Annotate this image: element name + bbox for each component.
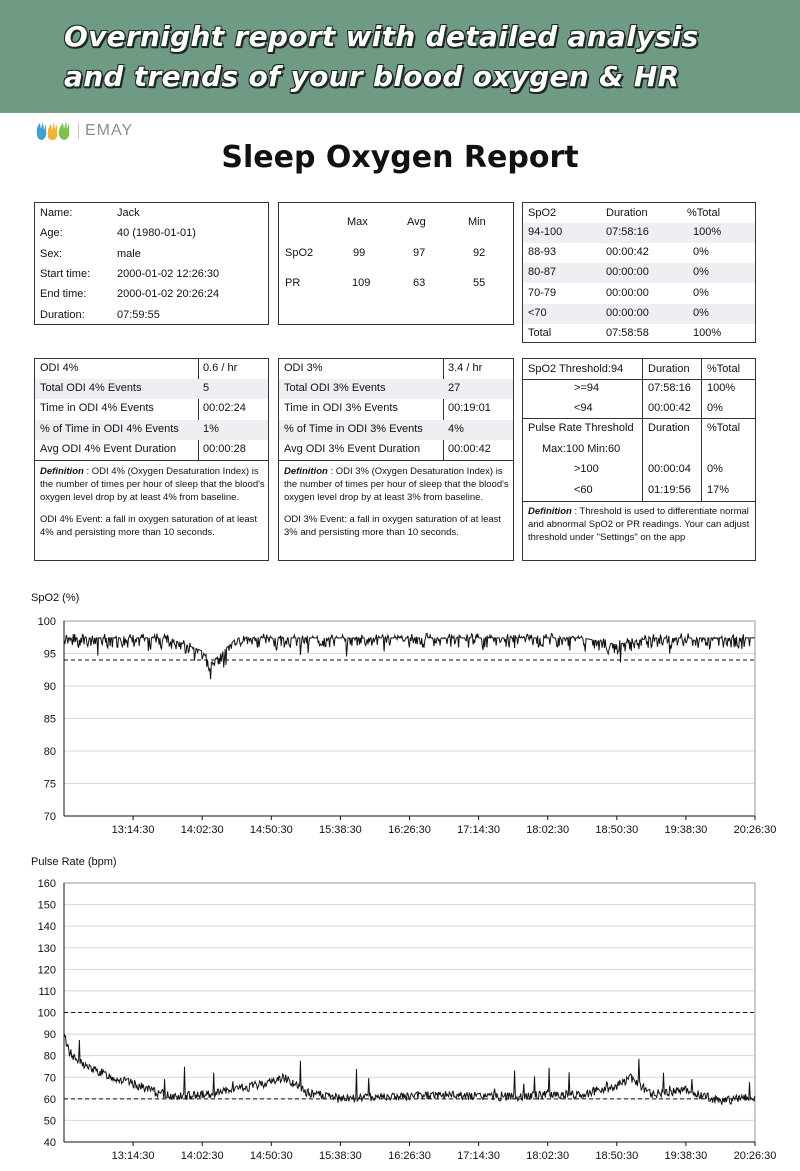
banner-line-2: and trends of your blood oxygen & HR [64, 60, 680, 93]
summary-pr-min: 55 [473, 277, 486, 289]
thr-pr-sub: Max:100 Min:60 [542, 443, 621, 455]
y-tick-label: 90 [43, 1029, 56, 1042]
patient-cell: 2000-01-02 20:26:24 [117, 288, 220, 301]
summary-spo2-max: 99 [353, 247, 366, 259]
x-tick-label: 18:50:30 [595, 1150, 639, 1162]
thr-spo2-row-high-total: 100% [707, 382, 736, 394]
odi3-cell: 00:00:42 [448, 442, 491, 455]
dist-cell: 88-93 [528, 246, 557, 259]
summary-pr-max: 109 [352, 277, 371, 289]
dist-cell: 07:58:58 [606, 327, 649, 339]
summary-spo2-label: SpO2 [285, 247, 314, 259]
odi4-def-text: : ODI 4% (Oxygen Desaturation Index) is the number of times per hour of sleep that the blood's oxygen level drop by at least 4% from baseline. [40, 466, 265, 503]
odi4-def-label: Definition [40, 466, 84, 477]
promo-banner [0, 0, 800, 113]
x-tick-label: 20:26:30 [733, 1150, 777, 1162]
patient-cell: 40 (1980-01-01) [117, 227, 196, 240]
y-tick-label: 120 [37, 964, 56, 977]
dist-header-cell: %Total [687, 207, 721, 219]
y-tick-label: 70 [43, 1072, 56, 1085]
odi4-cell: % of Time in ODI 4% Events [40, 422, 179, 435]
dist-cell: 00:00:00 [606, 286, 649, 299]
odi3-cell: Time in ODI 3% Events [284, 402, 398, 415]
y-tick-label: 130 [37, 942, 56, 955]
odi3-row [279, 379, 513, 399]
patient-cell: Start time: [40, 267, 91, 280]
x-tick-label: 13:14:30 [111, 1150, 155, 1162]
thr-spo2-row-low: <94 [574, 402, 593, 414]
x-tick-label: 17:14:30 [457, 1150, 501, 1162]
odi4-cell: 00:00:28 [203, 442, 246, 455]
threshold-def-label: Definition [528, 506, 572, 517]
odi4-cell: 5 [203, 382, 210, 395]
dist-row [523, 243, 755, 263]
odi3-def-label: Definition [284, 466, 328, 477]
odi3-box [278, 358, 514, 561]
thr-pr-header-total: %Total [707, 422, 741, 434]
brand-name: EMAY [85, 122, 134, 139]
patient-row [35, 224, 268, 244]
odi3-row [279, 440, 513, 460]
dist-cell: <70 [528, 306, 547, 319]
thr-spo2-header-duration: Duration [648, 363, 690, 375]
y-tick-label: 70 [43, 811, 56, 823]
odi3-row [279, 399, 513, 419]
y-tick-label: 75 [43, 778, 56, 791]
odi3-cell: 00:19:01 [448, 402, 491, 415]
odi3-cell: 3.4 / hr [448, 362, 483, 374]
y-tick-label: 160 [37, 878, 56, 890]
y-tick-label: 150 [37, 899, 56, 912]
y-tick-label: 50 [43, 1115, 56, 1128]
odi4-row [35, 420, 268, 440]
thr-spo2-row-low-duration: 00:00:42 [648, 402, 691, 414]
patient-info-box [34, 202, 269, 325]
threshold-definition [528, 505, 754, 544]
data-series-line [64, 634, 755, 680]
thr-spo2-header-total: %Total [707, 363, 741, 375]
x-tick-label: 16:26:30 [388, 824, 431, 836]
dist-row [523, 324, 755, 344]
y-tick-label: 60 [43, 1093, 56, 1106]
dist-cell: 00:00:00 [606, 306, 649, 319]
odi4-row [35, 440, 268, 460]
odi4-cell: Avg ODI 4% Event Duration [40, 442, 177, 455]
patient-row [35, 306, 268, 326]
thr-pr-row-low-total: 17% [707, 484, 730, 496]
dist-cell: 80-87 [528, 266, 557, 279]
dist-row [523, 223, 755, 243]
patient-cell: Jack [117, 207, 140, 219]
summary-box [278, 202, 514, 325]
hands-logo-icon [34, 120, 74, 142]
x-tick-label: 14:02:30 [180, 824, 224, 836]
odi4-definition [40, 465, 266, 504]
patient-cell: 07:59:55 [117, 308, 160, 321]
dist-cell: 0% [693, 306, 709, 319]
x-tick-label: 17:14:30 [457, 824, 501, 836]
dist-cell: Total [528, 327, 552, 339]
pulse-rate-chart [0, 868, 800, 1168]
dist-cell: 07:58:16 [606, 226, 649, 238]
odi3-event-text: ODI 3% Event: a fall in oxygen saturation of at least 3% and persisting more than 10 seconds. [284, 514, 502, 538]
odi4-row [35, 379, 268, 399]
odi3-row [279, 359, 513, 379]
dist-cell: 0% [693, 246, 709, 259]
summary-header-min: Min [468, 216, 486, 228]
x-tick-label: 20:26:30 [733, 824, 777, 836]
spo2-chart-title: SpO2 (%) [31, 592, 80, 604]
odi3-cell: 4% [448, 422, 464, 435]
odi4-cell: ODI 4% [40, 362, 79, 374]
data-series-line [64, 1033, 755, 1104]
dist-cell: 100% [693, 327, 722, 339]
thr-spo2-header-label: SpO2 Threshold:94 [528, 363, 624, 375]
thr-pr-header-duration: Duration [648, 422, 690, 434]
thr-pr-header-label: Pulse Rate Threshold [528, 422, 634, 434]
x-tick-label: 15:38:30 [318, 824, 362, 836]
patient-row [35, 285, 268, 305]
emay-logo [34, 120, 133, 142]
dist-cell: 94-100 [528, 226, 563, 238]
dist-header-cell: SpO2 [528, 207, 557, 219]
spo2-chart [0, 605, 800, 855]
patient-row [35, 265, 268, 285]
y-tick-label: 80 [43, 746, 56, 758]
odi4-cell: Time in ODI 4% Events [40, 402, 154, 415]
thr-pr-row-high-duration: 00:00:04 [648, 463, 691, 475]
dist-header-row [523, 204, 755, 224]
thr-spo2-row-high: >=94 [574, 382, 600, 394]
dist-cell: 70-79 [528, 286, 557, 299]
x-tick-label: 13:14:30 [111, 824, 155, 836]
dist-cell: 100% [693, 226, 722, 238]
dist-row [523, 304, 755, 324]
dist-cell: 00:00:00 [606, 266, 649, 279]
summary-spo2-min: 92 [473, 247, 486, 259]
x-tick-label: 14:02:30 [180, 1150, 224, 1162]
thr-pr-row-high-total: 0% [707, 463, 723, 475]
odi3-definition [284, 465, 510, 504]
summary-pr-avg: 63 [413, 277, 426, 289]
patient-cell: male [117, 247, 141, 260]
odi3-cell: 27 [448, 382, 461, 395]
summary-header-max: Max [347, 216, 368, 228]
dist-header-cell: Duration [606, 207, 648, 219]
odi3-def-text: : ODI 3% (Oxygen Desaturation Index) is the number of times per hour of sleep that the blood's oxygen level drop by at least 3% from baseline. [284, 466, 509, 503]
banner-line-1: Overnight report with detailed analysis [64, 20, 699, 53]
odi4-row [35, 359, 268, 379]
dist-cell: 00:00:42 [606, 246, 649, 259]
patient-cell: Sex: [40, 247, 63, 260]
threshold-box [522, 358, 756, 561]
odi4-row [35, 399, 268, 419]
y-tick-label: 95 [43, 648, 56, 661]
x-tick-label: 18:02:30 [526, 1150, 570, 1162]
summary-header-avg: Avg [407, 216, 426, 228]
thr-spo2-row-high-duration: 07:58:16 [648, 382, 691, 394]
pr-chart-title: Pulse Rate (bpm) [31, 856, 117, 868]
odi4-event-text: ODI 4% Event: a fall in oxygen saturation of at least 4% and persisting more than 10 seconds. [40, 514, 258, 538]
patient-cell: Duration: [40, 308, 85, 321]
x-tick-label: 19:38:30 [664, 1150, 708, 1162]
x-tick-label: 18:02:30 [526, 824, 570, 836]
x-tick-label: 19:38:30 [664, 824, 708, 836]
summary-spo2-avg: 97 [413, 247, 426, 259]
x-tick-label: 16:26:30 [388, 1150, 431, 1162]
patient-row [35, 204, 268, 224]
threshold-def-text: : Threshold is used to differentiate normal and abnormal SpO2 or PR readings. Your can adjust threshold under "Settings" on the app [528, 506, 750, 543]
x-tick-label: 15:38:30 [318, 1150, 362, 1162]
y-tick-label: 140 [37, 921, 56, 934]
odi3-cell: % of Time in ODI 3% Events [284, 422, 423, 435]
thr-pr-row-low: <60 [574, 484, 593, 496]
spo2-distribution-box [522, 202, 756, 343]
patient-row [35, 245, 268, 265]
odi3-cell: ODI 3% [284, 362, 323, 374]
thr-spo2-row-low-total: 0% [707, 402, 723, 414]
y-tick-label: 85 [43, 713, 56, 726]
x-tick-label: 14:50:30 [249, 824, 293, 836]
y-tick-label: 90 [43, 681, 56, 693]
x-tick-label: 18:50:30 [595, 824, 639, 836]
y-tick-label: 40 [43, 1137, 56, 1149]
dist-cell: 0% [693, 286, 709, 299]
y-tick-label: 100 [37, 616, 56, 628]
dist-row [523, 263, 755, 283]
odi4-cell: 00:02:24 [203, 402, 246, 415]
odi4-cell: 0.6 / hr [203, 362, 238, 374]
odi4-box [34, 358, 269, 561]
patient-cell: Age: [40, 227, 63, 240]
x-tick-label: 14:50:30 [249, 1150, 293, 1162]
y-tick-label: 80 [43, 1050, 56, 1063]
odi3-cell: Avg ODI 3% Event Duration [284, 442, 421, 455]
thr-pr-row-low-duration: 01:19:56 [648, 484, 691, 496]
y-tick-label: 100 [37, 1007, 56, 1020]
dist-row [523, 284, 755, 304]
report-title: Sleep Oxygen Report [221, 140, 579, 175]
dist-cell: 0% [693, 266, 709, 279]
summary-pr-label: PR [285, 277, 301, 289]
odi4-cell: Total ODI 4% Events [40, 382, 142, 395]
patient-cell: End time: [40, 288, 87, 301]
odi4-cell: 1% [203, 422, 219, 435]
thr-pr-row-high: >100 [574, 463, 599, 475]
patient-cell: 2000-01-02 12:26:30 [117, 267, 220, 280]
y-tick-label: 110 [38, 985, 56, 998]
odi3-row [279, 420, 513, 440]
logo-divider [78, 123, 79, 139]
odi3-cell: Total ODI 3% Events [284, 382, 386, 395]
patient-cell: Name: [40, 207, 73, 219]
